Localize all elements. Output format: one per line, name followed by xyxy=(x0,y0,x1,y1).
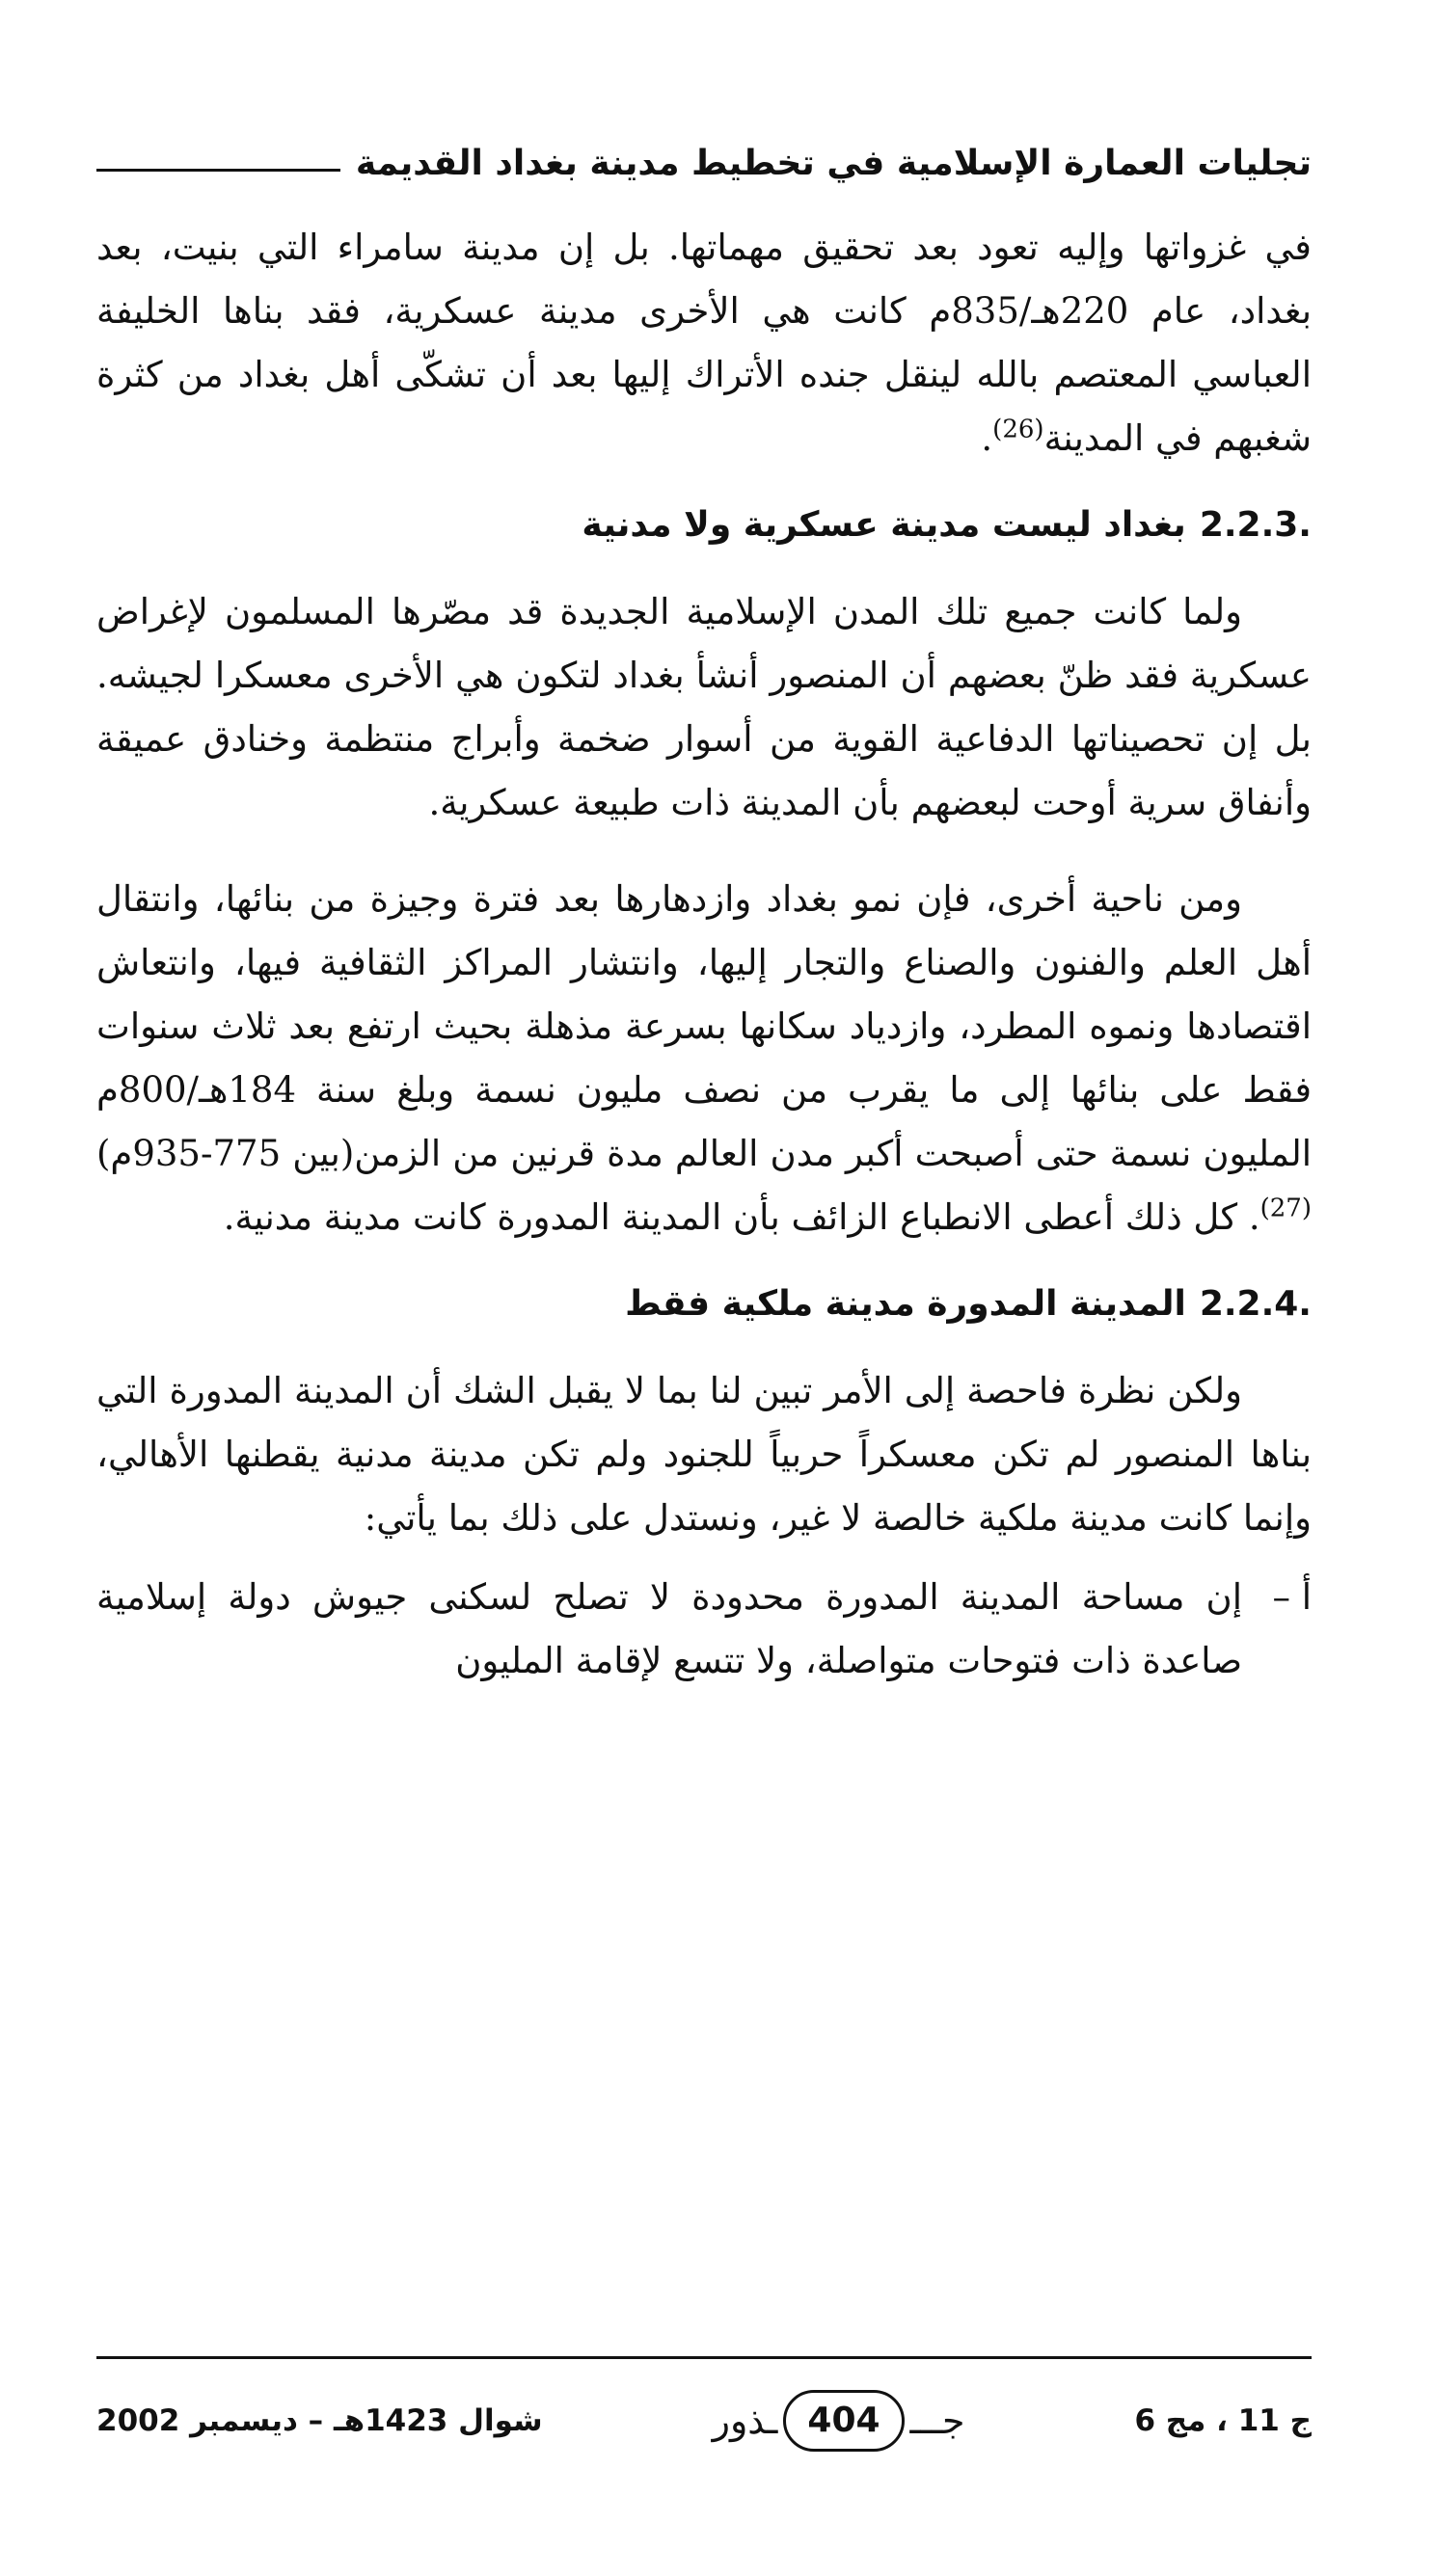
running-title: تجليات العمارة الإسلامية في تخطيط مدينة بغداد القديمة xyxy=(355,144,1312,183)
section-title: المدينة المدورة مدينة ملكية فقط xyxy=(625,1284,1186,1324)
page-footer xyxy=(96,2387,1312,2455)
paragraph-4: ولكن نظرة فاحصة إلى الأمر تبين لنا بما لا يقبل الشك أن المدينة المدورة التي بناها المنصور لم تكن معسكراً حربياً للجنود ولم تكن مدينة مدنية يقطنها الأهالي، وإنما كانت مدينة ملكية خالصة لا غير، ونستدل على ذلك بما يأتي: xyxy=(96,1370,1312,1539)
section-number: 2.2.3. xyxy=(1199,505,1312,545)
list-item-text: إن مساحة المدينة المدورة محدودة لا تصلح لسكنى جيوش دولة إسلامية صاعدة ذات فتوحات متواصلة، ولا تتسع لإقامة المليون xyxy=(96,1576,1242,1681)
paragraph-1-text: في غزواتها وإليه تعود بعد تحقيق مهماتها. بل إن مدينة سامراء التي بنيت، بعد بغداد، عام 220هـ/835م كانت هي الأخرى مدينة عسكرية، فقد بناها الخليفة العباسي المعتصم بالله لينقل جنده الأتراك إليها بعد أن تشكّى أهل بغداد من كثرة شغبهم في المدينة xyxy=(96,227,1312,459)
section-title: بغداد ليست مدينة عسكرية ولا مدنية xyxy=(582,505,1186,545)
footnote-ref-26: (26) xyxy=(992,415,1044,444)
paragraph-3-continuation: . كل ذلك أعطى الانطباع الزائف بأن المدينة المدورة كانت مدينة مدنية. xyxy=(223,1196,1260,1238)
paragraph-1-end: . xyxy=(981,417,993,459)
list-item-a xyxy=(96,1566,1312,1693)
paragraph-3-text: ومن ناحية أخرى، فإن نمو بغداد وازدهارها بعد فترة وجيزة من بنائها، وانتقال أهل العلم والفنون والصناع والتجار إليها، وانتشار المراكز الثقافية فيها، وانتعاش اقتصادها ونموه المطرد، وازدياد سكانها بسرعة مذهلة بحيث ارتفع بعد ثلاث سنوات فقط على بنائها إلى ما يقرب من نصف مليون نسمة وبلغ سنة 184هـ/800م المليون نسمة حتى أصبحت أكبر مدن العالم مدة قرنين من الزمن(بين 775-935م) xyxy=(96,878,1312,1174)
running-header xyxy=(96,116,1312,183)
footer-issue: ج 11 ، مج 6 xyxy=(1134,2403,1312,2438)
section-heading-2-2-3 xyxy=(96,499,1312,551)
footer-date: شوال 1423هـ – ديسمبر 2002 xyxy=(96,2403,543,2438)
journal-name-start: جـــ xyxy=(909,2400,965,2442)
header-rule xyxy=(96,169,340,172)
section-heading-2-2-4 xyxy=(96,1278,1312,1330)
list-marker: أ – xyxy=(1272,1576,1312,1618)
paragraph-1 xyxy=(96,216,1312,470)
footnote-ref-27: (27) xyxy=(1259,1194,1312,1223)
page xyxy=(96,116,1312,2468)
footer-journal xyxy=(713,2390,965,2452)
section-number: 2.2.4. xyxy=(1199,1284,1312,1324)
paragraph-2: ولما كانت جميع تلك المدن الإسلامية الجديدة قد مصّرها المسلمون لإغراض عسكرية فقد ظنّ بعضهم أن المنصور أنشأ بغداد لتكون هي الأخرى معسكرا لجيشه. بل إن تحصيناتها الدفاعية القوية من أسوار ضخمة وأبراج منتظمة وخنادق عميقة وأنفاق سرية أوحت لبعضهم بأن المدينة ذات طبيعة عسكرية. xyxy=(96,591,1312,823)
paragraph-3 xyxy=(96,868,1312,1249)
journal-name-end: ـذور xyxy=(712,2400,778,2442)
footer-rule xyxy=(96,2356,1312,2359)
page-number-badge: 404 xyxy=(783,2390,904,2452)
